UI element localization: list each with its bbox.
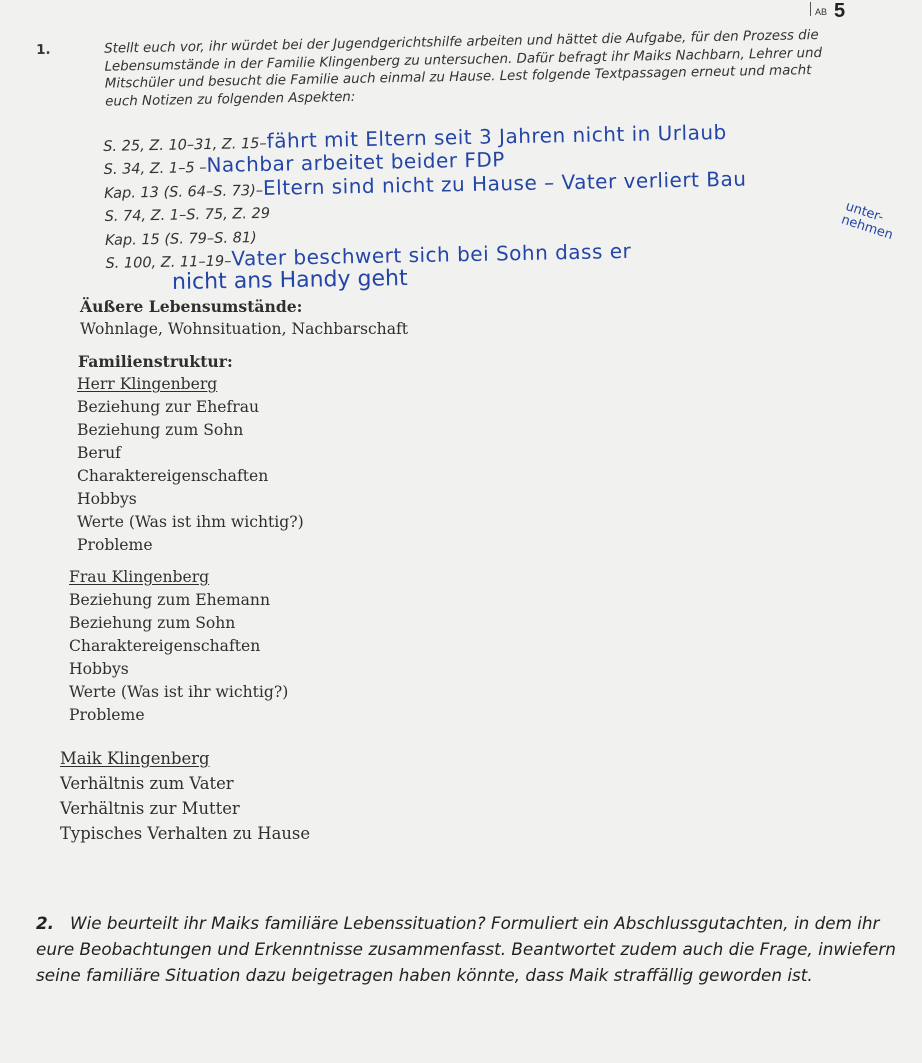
section-item: Beziehung zum Ehemann [69,591,271,609]
task-2-number: 2. [36,913,55,933]
section-item: Verhältnis zum Vater [60,774,234,793]
section-frau [69,566,288,727]
section-heading: Familienstruktur: [78,352,233,371]
page-number: 5 [834,0,846,22]
section-item: Beziehung zum Sohn [77,421,244,439]
reference-text: S. 74, Z. 1–S. 75, Z. 29 [104,205,271,226]
section-item: Beruf [77,444,121,462]
handwritten-continuation: nicht ans Handy geht [171,265,408,296]
reference-text: S. 25, Z. 10–31, Z. 15– [103,135,267,155]
ab-label: AB [810,2,827,16]
section-item: Hobbys [69,660,129,678]
reference-text: S. 34, Z. 1–5 – [103,160,207,179]
handwritten-note: Eltern sind nicht zu Hause – Vater verliert Bau [262,166,747,200]
task-2 [36,910,896,988]
section-item: Typisches Verhalten zu Hause [60,824,311,843]
reference-text: Kap. 15 (S. 79–S. 81) [104,229,257,249]
section-item: Werte (Was ist ihm wichtig?) [77,513,304,531]
section-familie [78,350,233,373]
section-maik [60,746,310,846]
handwritten-note: Nachbar arbeitet beider FDP [206,147,506,178]
section-item: Verhältnis zur Mutter [60,799,240,818]
task-1 [36,27,827,112]
reference-text: S. 100, Z. 11–19– [105,253,232,272]
handwritten-note: Vater beschwert sich bei Sohn dass er [231,238,632,271]
section-herr [77,373,304,557]
section-item: Charaktereigenschaften [69,637,261,655]
reference-text: Kap. 13 (S. 64–S. 73)– [104,182,264,202]
section-heading: Äußere Lebensumstände: [80,297,303,316]
section-item: Charaktereigenschaften [77,467,269,485]
section-item: Wohnlage, Wohnsituation, Nachbarschaft [80,320,409,338]
section-aeussere [80,295,408,341]
section-item: Probleme [69,706,145,724]
task-2-text: Wie beurteilt ihr Maiks familiäre Lebenssituation? Formuliert ein Abschlussgutachten, in dem ihr eure Beobachtungen und Erkenntnisse zusammenfasst. Beantwortet zudem auch die Frage, inwiefern seine familiäre Situation dazu beigetragen haben könnte, dass Maik straffällig geworden ist. [36,913,896,985]
task-1-text: Stellt euch vor, ihr würdet bei der Jugendgerichtshilfe arbeiten und hättet die Aufgabe, für den Prozess die Lebensumstände in der Familie Klingenberg zu untersuchen. Dafür befragt ihr Maiks Nachbarn, Lehrer und Mitschüler und besucht die Familie auch einmal zu Hause. Lest folgende Textpassagen erneut und macht euch Notizen zu folgenden Aspekten: [104,27,823,110]
section-item: Werte (Was ist ihr wichtig?) [69,683,289,701]
section-item: Beziehung zum Sohn [69,614,236,632]
subsection-title: Frau Klingenberg [69,568,210,586]
handwritten-note: fährt mit Eltern seit 3 Jahren nicht in Urlaub [266,120,727,153]
subsection-title: Maik Klingenberg [60,749,210,768]
section-item: Hobbys [77,490,137,508]
task-1-number: 1. [36,42,51,58]
section-item: Beziehung zur Ehefrau [77,398,260,416]
section-item: Probleme [77,536,153,554]
handwritten-side-note: unter-nehmen [839,199,895,244]
reference-list [103,121,748,274]
subsection-title: Herr Klingenberg [77,375,218,393]
